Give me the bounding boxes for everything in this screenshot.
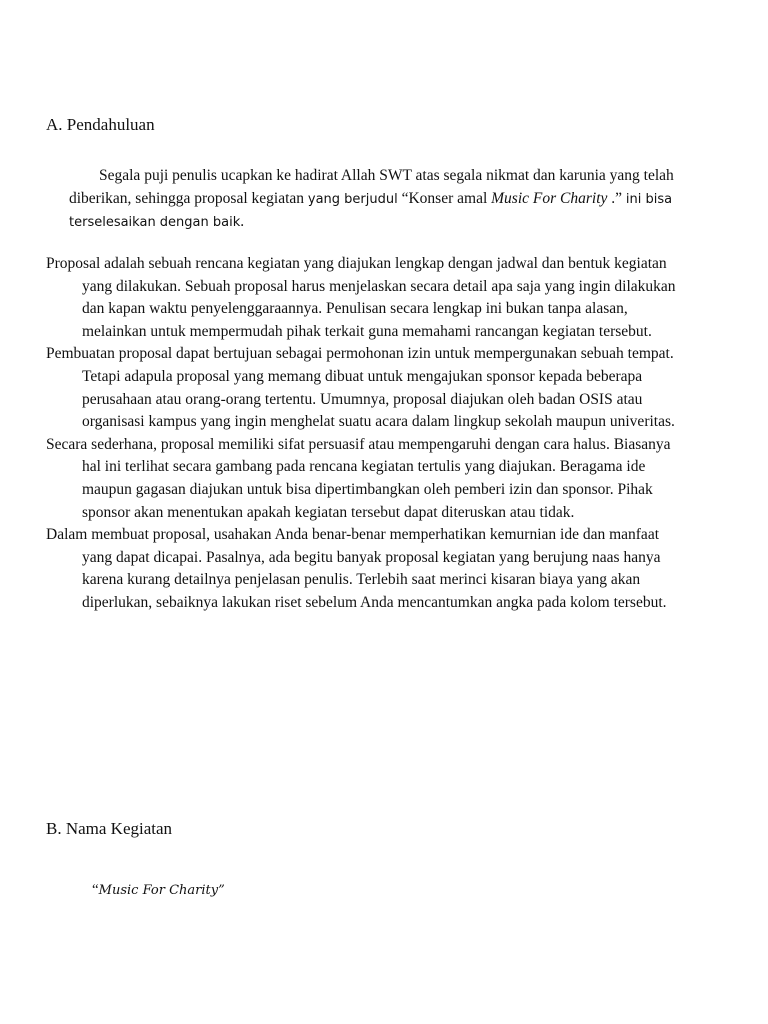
body-paragraph-1: Proposal adalah sebuah rencana kegiatan yang diajukan lengkap dengan jadwal dan bentuk kegiatan yang dilakukan. Sebuah proposal harus menjelaskan secara detail apa saja yang ingin dilakukan dan kapan waktu penyelenggaraannya. Penulisan secara lengkap ini bukan tanpa alasan, melainkan untuk mempermudah pihak terkait guna memahami rancangan kegiatan tersebut. [46, 255, 676, 340]
intro-text-4: . [240, 213, 245, 230]
event-open-quote: “ [92, 882, 99, 898]
intro-text-3: .” [607, 189, 626, 207]
body-paragraph-3: Secara sederhana, proposal memiliki sifat persuasif atau mempengaruhi dengan cara halus. Biasanya hal ini terlihat secara gambang pada rencana kegiatan tertulis yang diajukan. Beragama ide maupun gagasan diajukan untuk bisa dipertimbangkan oleh pemberi izin dan sponsor. Pihak sponsor akan menentukan apakah kegiatan tersebut dapat diteruskan atau tidak. [46, 435, 671, 521]
intro-text-2: “Konser amal [397, 189, 492, 207]
intro-bold-2: ini bisa terselesaikan dengan baik [69, 191, 673, 230]
body-paragraphs [46, 253, 676, 615]
intro-bold-1: yang berjudul [307, 191, 398, 207]
event-name [92, 879, 225, 902]
section-b-heading: B. Nama Kegiatan [46, 819, 173, 838]
intro-paragraph [69, 165, 679, 235]
body-paragraph-4: Dalam membuat proposal, usahakan Anda benar-benar memperhatikan kemurnian ide dan manfaat yang dapat dicapai. Pasalnya, ada begitu banyak proposal kegiatan yang berujung naas hanya karena kurang detailnya penjelasan penulis. Terlebih saat merinci kisaran biaya yang akan diperlukan, sebaiknya lakukan riset sebelum Anda mencantumkan angka pada kolom tersebut. [46, 526, 667, 611]
intro-text-1: Segala puji penulis ucapkan ke hadirat Allah SWT atas segala nikmat dan karunia yang telah diberikan, sehingga proposal kegiatan [69, 167, 674, 207]
body-paragraph-2: Pembuatan proposal dapat bertujuan sebagai permohonan izin untuk mempergunakan sebuah tempat. Tetapi adapula proposal yang memang dibuat untuk mengajukan sponsor kepada beberapa perusahaan atau orang-orang tertentu. Umumnya, proposal diajukan oleh badan OSIS atau organisasi kampus yang ingin menghelat suatu acara dalam lingkup sekolah maupun univeritas. [46, 345, 675, 431]
event-name-text: Music For Charity” [98, 883, 225, 898]
section-a-heading: A. Pendahuluan [46, 115, 155, 134]
intro-italic-title: Music For Charity [491, 189, 608, 207]
